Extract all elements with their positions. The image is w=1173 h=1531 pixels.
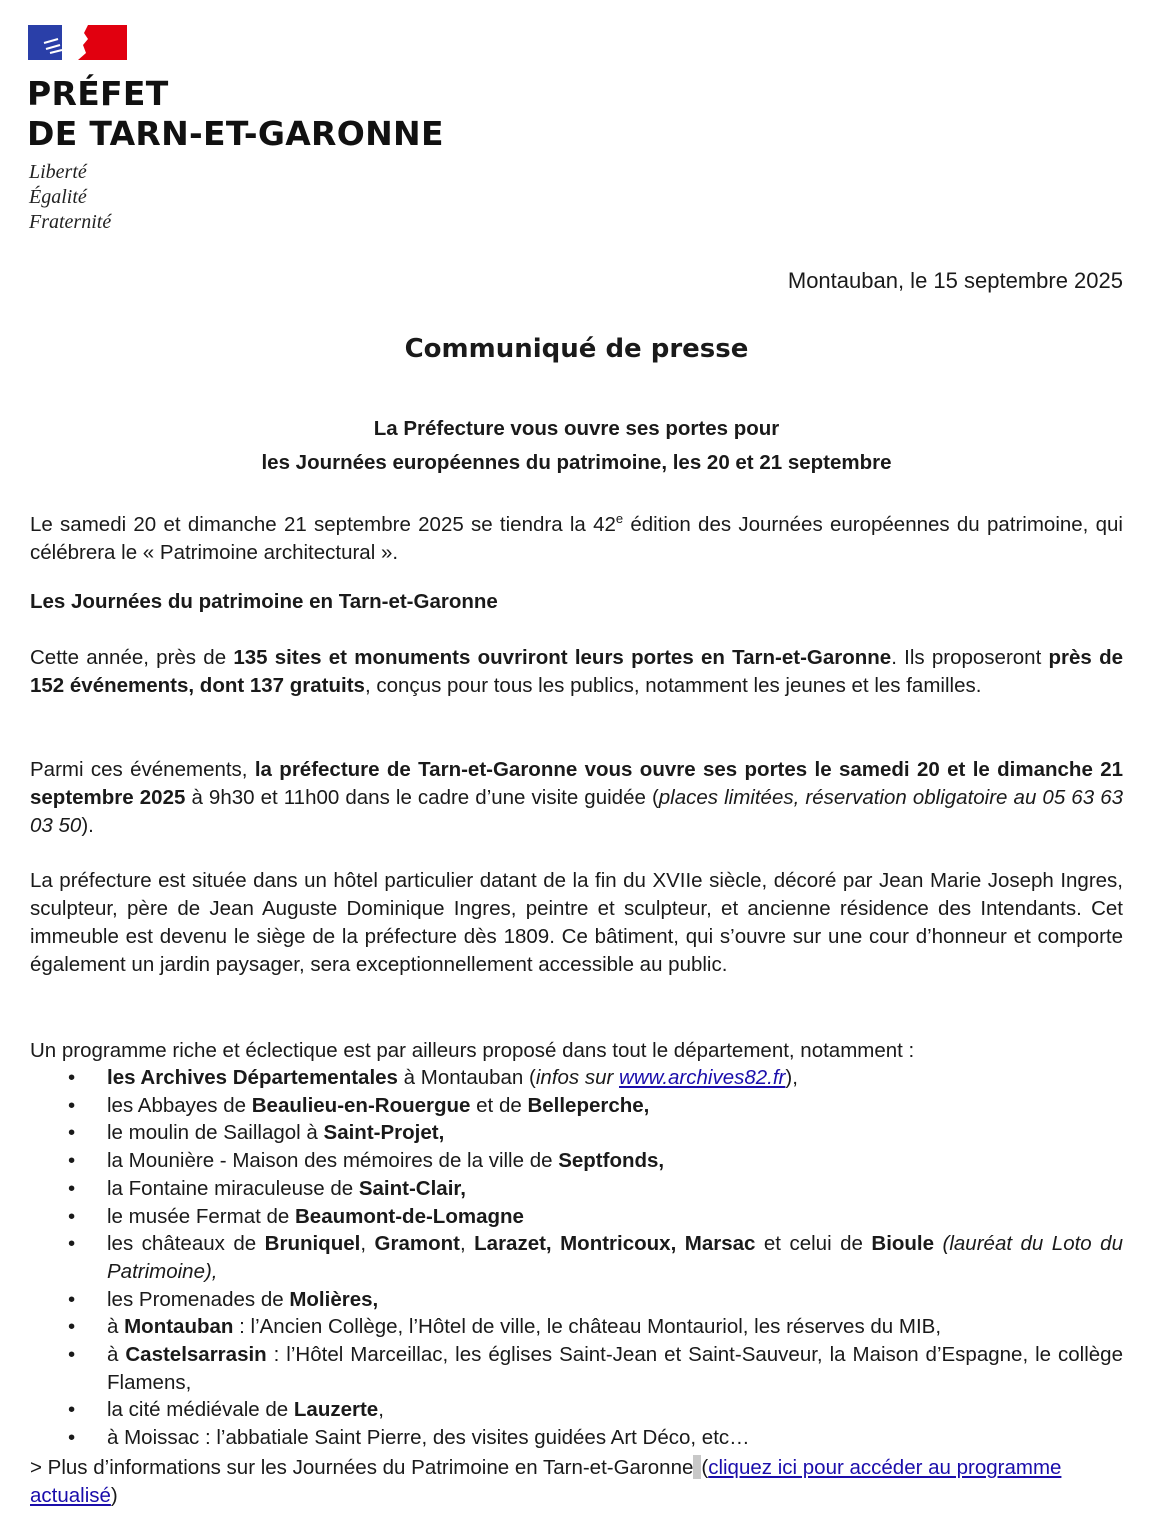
logo-line: PRÉFET [27,74,169,113]
text: à 9h30 et 11h00 dans le cadre d’une visite guidée ( [185,786,659,809]
paragraph [30,867,1123,979]
subtitle-line: les Journées européennes du patrimoine, les 20 et 21 septembre [261,451,892,474]
bold-text: la préfecture de Tarn-et-Garonne vous ouvre ses portes le samedi 20 et le dimanche 21 septembre 2025 [30,758,1123,809]
bold-text: Bioule [871,1232,935,1256]
text: les châteaux de [107,1232,265,1256]
paragraph [30,644,1123,700]
footer-info [30,1454,1123,1510]
text: à Moissac : l’abbatiale Saint Pierre, des visites guidées Art Déco, etc… [107,1426,750,1450]
text: le musée Fermat de [107,1204,295,1228]
bold-text: Septfonds, [558,1149,665,1173]
paragraph [30,505,1123,567]
bold-text: Saint-Projet, [323,1121,445,1145]
text: : l’Ancien Collège, l’Hôtel de ville, le château Montauriol, les réserves du MIB, [233,1315,942,1339]
bold-text: Lauzerte [293,1398,379,1422]
bold-text: 135 sites et monuments ouvriront leurs portes en Tarn-et-Garonne [233,646,892,669]
superscript: e [615,511,624,526]
text: > Plus d’informations sur les Journées du Patrimoine en Tarn-et-Garonne [30,1456,694,1479]
section-heading [30,588,1123,616]
subtitle-line: La Préfecture vous ouvre ses portes pour [373,417,780,440]
italic-text: (lauréat du Loto du Patrimoine), [107,1232,1123,1283]
document-title: Communiqué de presse [404,334,749,364]
italic-text: places limitées, réservation obligatoire au 05 63 63 03 50 [30,786,1123,837]
bold-text: Castelsarrasin [125,1343,267,1367]
paragraph [30,1037,1123,1065]
bold-text: Belleperche, [527,1093,650,1117]
list-item [30,1313,1123,1341]
list-item [30,1064,1123,1092]
text: la Mounière - Maison des mémoires de la ville de [107,1149,559,1173]
bold-text: Beaulieu-en-Rouergue [251,1093,471,1117]
text: Cette année, près de [30,646,234,669]
text: ), [785,1066,798,1089]
text: Un programme riche et éclectique est par ailleurs proposé dans tout le département, notamment : [30,1039,915,1062]
text: les Abbayes de [107,1093,252,1117]
list-item [30,1341,1123,1396]
text: édition des Journées européennes du patrimoine, qui célébrera le « Patrimoine architectural ». [30,512,1123,564]
events-list [30,1064,1123,1452]
bold-text: Saint-Clair, [358,1176,466,1200]
devise-line: Égalité [29,186,87,208]
list-item [30,1147,1123,1175]
text: la Fontaine miraculeuse de [107,1176,359,1200]
paragraph [30,756,1123,840]
text: La préfecture est située dans un hôtel particulier datant de la fin du XVIIe siècle, décoré par Jean Marie Joseph Ingres, sculpteur, père de Jean Auguste Dominique Ingres, peintre et sculpteur, et ancienne résidence des Intendants. Cet immeuble est devenu le siège de la préfecture dès 1809. Ce bâtiment, qui s’ouvre sur une cour d’honneur et comporte également un jardin paysager, sera exceptionnellement accessible au public. [30,869,1123,976]
bold-text: Gramont [374,1232,460,1256]
link[interactable]: cliquez ici pour accéder au programme actualisé [30,1456,1062,1507]
text: Le samedi 20 et dimanche 21 septembre 2025 se tiendra la 42 [30,512,616,536]
text: et de [470,1093,528,1117]
bold-text: Bruniquel [264,1232,361,1256]
text: . Ils proposeront [891,646,1049,669]
devise [29,160,111,235]
bold-text: Montauban [124,1315,234,1339]
list-item [30,1119,1123,1147]
devise-line: Liberté [29,161,87,183]
text: à Montauban ( [397,1066,536,1089]
list-item [30,1424,1123,1452]
bold-text: Beaumont-de-Lomagne [295,1204,524,1228]
list-item [30,1092,1123,1120]
text: les Promenades de [107,1287,290,1311]
list-item [30,1286,1123,1314]
text: , [459,1232,475,1256]
devise-line: Fraternité [29,211,112,233]
document-subtitle [0,412,1153,480]
text: Parmi ces événements, [30,758,255,781]
bold-text: Larazet, Montricoux, Marsac [474,1232,756,1256]
logo-line: DE TARN-ET-GARONNE [27,114,444,153]
text: le moulin de Saillagol à [107,1121,324,1145]
text: à [107,1343,126,1367]
list-item [30,1396,1123,1424]
text: : l’Hôtel Marceillac, les églises Saint-Jean et Saint-Sauveur, la Maison d’Espagne, le collège Flamens, [107,1343,1123,1394]
bold-text: Molières, [289,1287,379,1311]
text: , conçus pour tous les publics, notamment les jeunes et les familles. [364,674,982,697]
list-item [30,1230,1123,1285]
text: ). [81,814,94,837]
bold-text: près de 152 événements, dont 137 gratuits [30,646,1123,697]
text: ) [110,1484,118,1507]
marianne-logo-icon [28,25,127,60]
text: , [360,1232,375,1256]
list-item [30,1175,1123,1203]
text: et celui de [755,1232,872,1256]
bold-text: les Archives Départementales [107,1066,398,1089]
list-item [30,1203,1123,1231]
prefet-logo-text [27,74,444,154]
text: , [378,1398,384,1422]
bold-text: Les Journées du patrimoine en Tarn-et-Garonne [30,590,498,613]
text: à [107,1315,125,1339]
text: ( [701,1456,709,1479]
text: la cité médiévale de [107,1398,294,1422]
link[interactable]: www.archives82.fr [619,1066,786,1089]
italic-text: infos sur [535,1066,620,1089]
document-date: Montauban, le 15 septembre 2025 [787,268,1123,293]
